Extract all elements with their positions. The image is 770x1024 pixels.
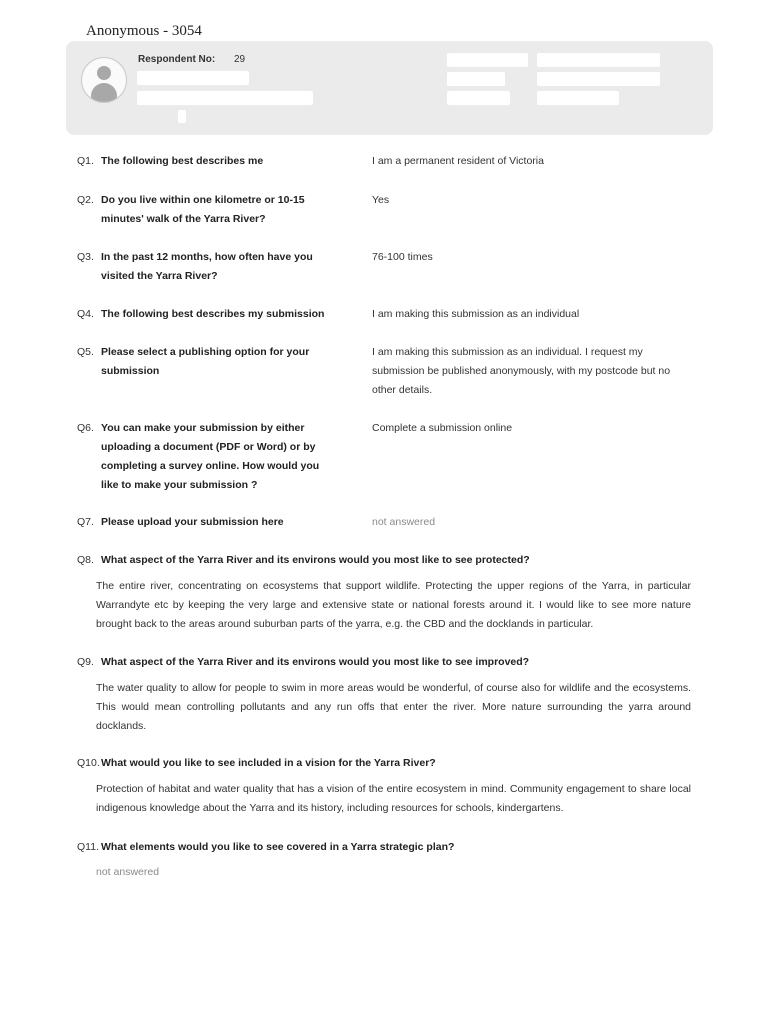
question-number: Q10. bbox=[77, 757, 100, 769]
document-title: Anonymous - 3054 bbox=[86, 23, 202, 39]
redacted-field bbox=[137, 91, 313, 105]
question-text: What elements would you like to see covered in a Yarra strategic plan? bbox=[101, 841, 455, 853]
answer-text: 76-100 times bbox=[372, 251, 433, 263]
answer-text: Protection of habitat and water quality that has a vision of the entire ecosystem in mind. Community engagement to share local indigenous knowledge about the Yarra and its history, including resources for schools, kindergartens. bbox=[96, 783, 691, 814]
question-number: Q11. bbox=[77, 841, 99, 853]
answer-text: Complete a submission online bbox=[372, 422, 513, 434]
question-text: What would you like to see included in a vision for the Yarra River? bbox=[101, 757, 436, 769]
respondent-number-label: Respondent No: bbox=[138, 54, 216, 65]
avatar-icon bbox=[81, 57, 127, 103]
question-number: Q9. bbox=[77, 656, 94, 668]
redacted-field bbox=[537, 91, 619, 105]
question-number: Q1. bbox=[77, 155, 94, 167]
answer-text: not answered bbox=[372, 516, 436, 528]
question-text: Do you live within one kilometre or 10-15 minutes' walk of the Yarra River? bbox=[101, 194, 305, 225]
redacted-field bbox=[447, 91, 510, 105]
question-text: What aspect of the Yarra River and its environs would you most like to see protected? bbox=[101, 554, 530, 566]
answer-text: The water quality to allow for people to swim in more areas would be wonderful, of course also for wildlife and the ecosystems. This would mean controlling pollutants and any run offs that enter the river. More nature surrounding the yarra around docklands. bbox=[96, 682, 691, 732]
redacted-field bbox=[537, 53, 660, 67]
question-text: You can make your submission by either uploading a document (PDF or Word) or by completing a survey online. How would you like to make your submission ? bbox=[101, 422, 320, 491]
question-text: The following best describes me bbox=[101, 155, 264, 167]
answer-text: I am a permanent resident of Victoria bbox=[372, 155, 544, 167]
question-number: Q4. bbox=[77, 308, 94, 320]
question-number: Q2. bbox=[77, 194, 94, 206]
answer-text: not answered bbox=[96, 866, 160, 878]
question-number: Q3. bbox=[77, 251, 94, 263]
redacted-field bbox=[447, 72, 505, 86]
respondent-number-value: 29 bbox=[234, 54, 246, 65]
respondent-header-card bbox=[66, 41, 713, 135]
question-text: Please upload your submission here bbox=[101, 516, 284, 528]
answer-text: I am making this submission as an individual bbox=[372, 308, 580, 320]
question-text: In the past 12 months, how often have you visited the Yarra River? bbox=[101, 251, 313, 282]
answer-text: I am making this submission as an individual. I request my submission be published anonymously, with my postcode but no other details. bbox=[372, 346, 671, 396]
question-number: Q7. bbox=[77, 516, 94, 528]
redacted-field bbox=[537, 72, 660, 86]
question-number: Q8. bbox=[77, 554, 94, 566]
redacted-field bbox=[137, 71, 249, 85]
question-number: Q6. bbox=[77, 422, 94, 434]
redacted-field bbox=[447, 53, 528, 67]
redacted-field bbox=[178, 110, 186, 123]
question-text: The following best describes my submission bbox=[101, 308, 325, 320]
question-text: What aspect of the Yarra River and its environs would you most like to see improved? bbox=[101, 656, 530, 668]
question-text: Please select a publishing option for your submission bbox=[101, 346, 310, 377]
answer-text: The entire river, concentrating on ecosystems that support wildlife. Protecting the upper regions of the Yarra, in particular Warrandyte etc by keeping the very large and extensive state or national forests around it. I would like to see more nature brought back to the areas around suburban parts of the yarra, e.g. the CBD and the docklands in particular. bbox=[96, 580, 691, 630]
question-number: Q5. bbox=[77, 346, 94, 358]
answer-text: Yes bbox=[372, 194, 390, 206]
